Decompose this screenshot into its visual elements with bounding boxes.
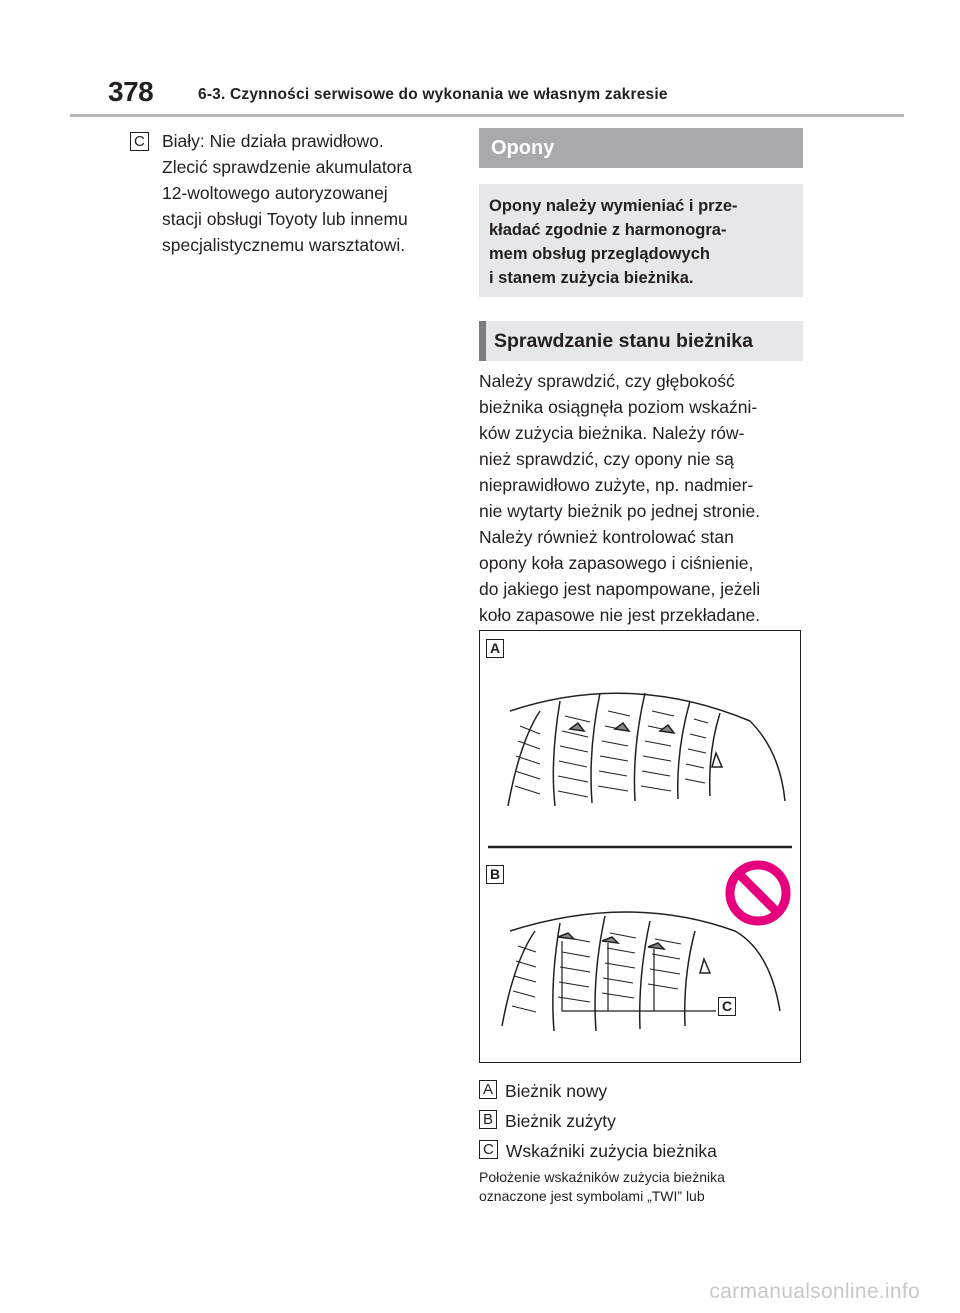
tire-illustration — [480, 631, 800, 1062]
legend-label-b: B — [479, 1110, 497, 1129]
new-tire-drawing — [508, 693, 785, 806]
figure-label-a: A — [486, 639, 504, 658]
section-heading-opony: Opony — [479, 128, 803, 168]
legend-item-b — [479, 1110, 616, 1132]
legend-label-c: C — [479, 1140, 498, 1159]
section-intro: Opony należy wymieniać i prze- kładać zgodnie z harmonogra- mem obsług przeglądowych i stanem zużycia bieżnika. — [479, 184, 803, 297]
chapter-title: 6-3. Czynności serwisowe do wykonania we własnym zakresie — [198, 86, 668, 103]
legend-item-c — [479, 1140, 717, 1162]
legend-text-c: Wskaźniki zużycia bieżnika — [505, 1141, 717, 1161]
page-number: 378 — [108, 76, 154, 107]
legend-text-a: Bieżnik nowy — [505, 1081, 608, 1101]
twi-note: Położenie wskaźników zużycia bieżnika oznaczone jest symbolami „TWI” lub — [479, 1169, 725, 1204]
figure-label-c: C — [718, 997, 736, 1016]
tread-paragraph-1: Należy sprawdzić, czy głębokość bieżnika osiągnęła poziom wskaźni- ków zużycia bieżnika. Należy rów- nież sprawdzić, czy opony nie są nieprawidłowo zużyte, np. nadmier- nie wytarty bieżnik po jednej stronie. — [479, 371, 761, 521]
tread-paragraph-2: Należy również kontrolować stan opony koła zapasowego i ciśnienie, do jakiego jest napompowane, jeżeli koło zapasowe nie jest przekładane. — [479, 527, 761, 625]
watermark: carmanualsonline.info — [709, 1280, 920, 1303]
prohibit-icon — [730, 865, 786, 921]
legend-text-b: Bieżnik zużyty — [505, 1111, 616, 1131]
label-c-box: C — [130, 132, 149, 151]
tread-figure — [479, 630, 801, 1063]
figure-label-b: B — [486, 865, 504, 884]
worn-tire-drawing — [502, 912, 780, 1031]
right-column — [479, 128, 803, 625]
indicator-leader-lines — [562, 941, 716, 1011]
header-rule — [70, 114, 904, 117]
subsection-heading: Sprawdzanie stanu bieżnika — [479, 321, 803, 361]
legend-label-a: A — [479, 1080, 497, 1099]
legend-item-a — [479, 1080, 607, 1102]
battery-status-text: Biały: Nie działa prawidłowo. Zlecić sprawdzenie akumulatora 12-woltowego autoryzowanej stacji obsługi Toyoty lub innemu specjalistycznemu warsztatowi. — [162, 131, 412, 255]
